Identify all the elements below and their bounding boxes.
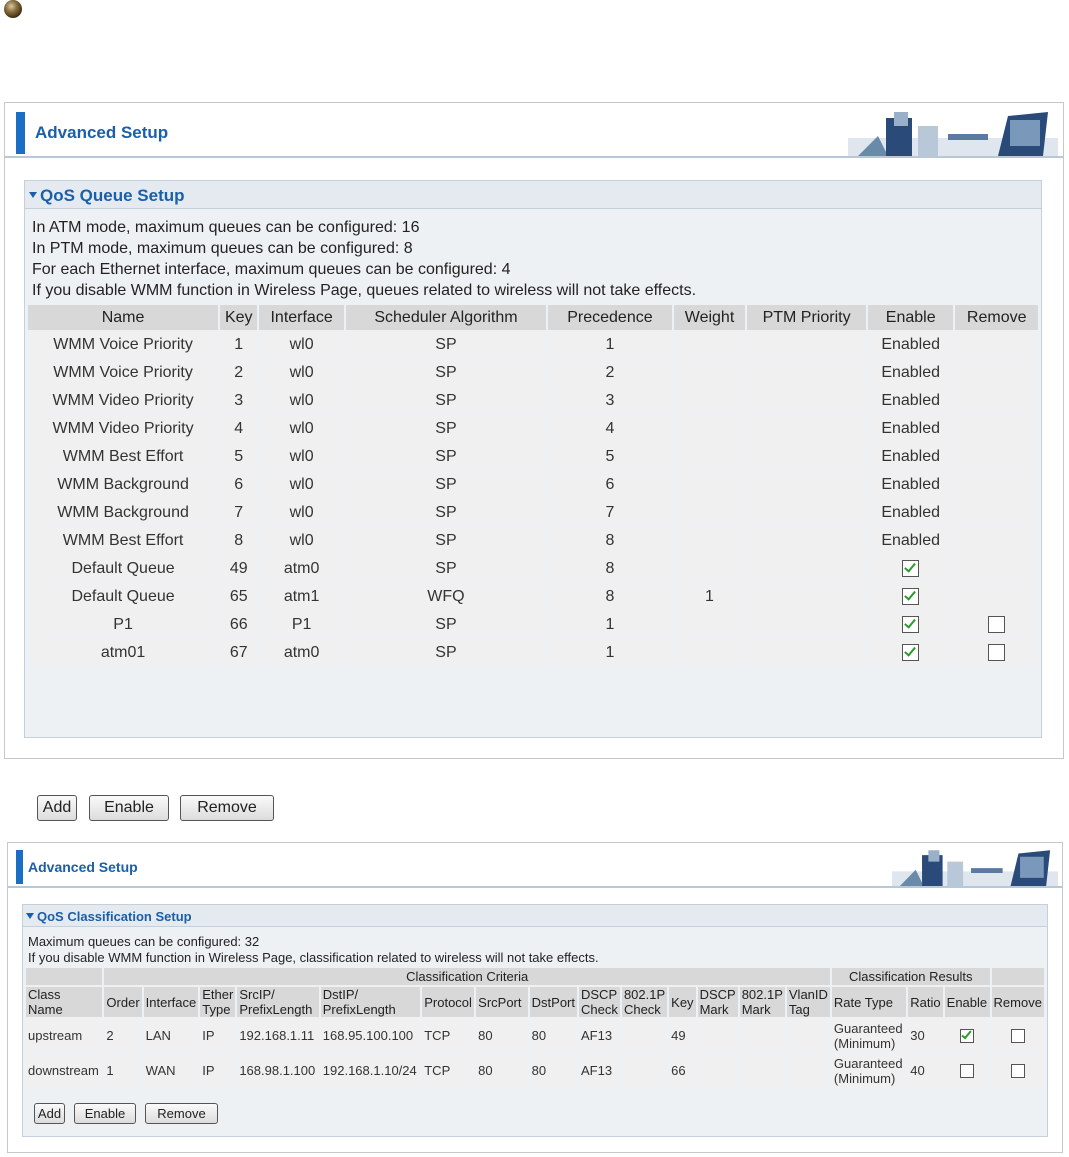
cell-key: 8 <box>220 528 257 554</box>
cell-weight <box>674 444 745 470</box>
cell-key: 3 <box>220 388 257 414</box>
cell-interface: wl0 <box>259 444 344 470</box>
remove-button[interactable]: Remove <box>145 1103 218 1124</box>
col-header <box>200 987 235 1017</box>
cell-interface: P1 <box>259 612 344 638</box>
cell-p8021-mark <box>740 1019 785 1052</box>
cell-remove <box>955 472 1038 498</box>
col-header-text: DSCP <box>699 987 736 1002</box>
cell-remove <box>955 444 1038 470</box>
remove-button[interactable]: Remove <box>180 795 274 821</box>
cell-weight <box>674 416 745 442</box>
col-header-text: VlanID <box>788 987 828 1002</box>
table-row <box>28 444 1038 470</box>
cell-ptm-priority <box>747 584 866 610</box>
qos-queue-panel <box>4 102 1064 816</box>
cell-interface: wl0 <box>259 528 344 554</box>
cell-protocol: TCP <box>422 1019 474 1052</box>
group-header-blank <box>992 968 1044 985</box>
cell-interface: LAN <box>144 1019 199 1052</box>
col-header-text: SrcIP/ <box>239 987 275 1002</box>
cell-order: 1 <box>104 1054 141 1087</box>
table-row <box>28 416 1038 442</box>
remove-checkbox[interactable] <box>1011 1064 1025 1078</box>
collapse-triangle-icon[interactable] <box>26 913 34 919</box>
cell-src-ip: 168.98.1.100 <box>237 1054 318 1087</box>
cell-dst-port: 80 <box>530 1019 577 1052</box>
cell-name: atm01 <box>28 640 218 666</box>
cell-name: WMM Background <box>28 500 218 526</box>
cell-remove <box>955 360 1038 386</box>
cell-key: 1 <box>220 332 257 358</box>
col-header-text: Remove <box>993 994 1042 1010</box>
cell-dst-ip: 168.95.100.100 <box>321 1019 420 1052</box>
header-accent-bar <box>16 850 23 884</box>
col-header <box>945 987 990 1017</box>
rate-type-text: Guaranteed <box>833 1020 903 1036</box>
enable-button[interactable]: Enable <box>89 795 169 821</box>
cell-dscp-mark <box>698 1019 738 1052</box>
cell-key: 4 <box>220 416 257 442</box>
cell-name: Default Queue <box>28 556 218 582</box>
cell-interface: atm0 <box>259 640 344 666</box>
cell-vlan-tag <box>787 1054 830 1087</box>
cell-precedence: 2 <box>548 360 672 386</box>
cell-ratio: 30 <box>908 1019 942 1052</box>
rate-type-text: Guaranteed <box>833 1055 903 1071</box>
cell-remove <box>955 556 1038 582</box>
section-title-text: QoS Queue Setup <box>40 186 185 205</box>
panel-title: Advanced Setup <box>28 859 138 875</box>
cell-remove <box>955 528 1038 554</box>
cell-precedence: 3 <box>548 388 672 414</box>
remove-checkbox[interactable] <box>988 616 1005 633</box>
rate-type-text: (Minimum) <box>833 1070 896 1086</box>
col-header-enable: Enable <box>868 305 954 330</box>
cell-scheduler: SP <box>346 640 546 666</box>
col-header-text: 802.1P <box>741 987 783 1002</box>
enable-checkbox[interactable] <box>902 560 919 577</box>
section-title[interactable] <box>29 186 185 206</box>
cell-weight <box>674 612 745 638</box>
cell-weight <box>674 528 745 554</box>
cell-class-name: downstream <box>26 1054 102 1087</box>
cell-ptm-priority <box>747 472 866 498</box>
cell-ptm-priority <box>747 556 866 582</box>
cell-weight <box>674 332 745 358</box>
col-header-text: Ratio <box>910 994 941 1010</box>
cell-enable <box>868 584 954 610</box>
group-header-results: Classification Results <box>832 968 990 985</box>
cell-remove <box>992 1054 1044 1087</box>
section-title-text: QoS Classification Setup <box>37 909 192 924</box>
col-header <box>104 987 141 1017</box>
col-header-text: Type <box>202 1002 231 1017</box>
table-row <box>28 556 1038 582</box>
remove-checkbox[interactable] <box>1011 1029 1025 1043</box>
info-line: Maximum queues can be configured: 32 <box>28 934 260 949</box>
cell-ratio: 40 <box>908 1054 942 1087</box>
col-header-text: SrcPort <box>478 994 522 1010</box>
cell-weight <box>674 360 745 386</box>
enable-checkbox[interactable] <box>960 1064 974 1078</box>
qos-queue-section <box>24 180 1042 816</box>
col-header-text: Interface <box>145 994 197 1010</box>
col-header-precedence: Precedence <box>548 305 672 330</box>
cell-key: 67 <box>220 640 257 666</box>
col-header <box>476 987 528 1017</box>
cell-rate-type <box>832 1054 906 1087</box>
cell-ptm-priority <box>747 640 866 666</box>
info-line: If you disable WMM function in Wireless Page, classification related to wireless will not take effects. <box>28 950 599 965</box>
cell-ptm-priority <box>747 388 866 414</box>
col-header-ptm-priority: PTM Priority <box>747 305 866 330</box>
col-header-scheduler: Scheduler Algorithm <box>346 305 546 330</box>
col-header-text: 802.1P <box>623 987 666 1002</box>
cell-enable: Enabled <box>868 416 954 442</box>
col-header-text: Mark <box>741 1002 771 1017</box>
header-decoration-icon <box>848 108 1058 156</box>
col-header-text: Rate Type <box>833 994 893 1010</box>
cell-precedence: 8 <box>548 556 672 582</box>
table-row <box>26 1019 1044 1052</box>
cell-weight: 1 <box>674 584 745 610</box>
cell-name: WMM Background <box>28 472 218 498</box>
cell-ether-type: IP <box>200 1019 235 1052</box>
table-row <box>28 528 1038 554</box>
cell-remove <box>955 332 1038 358</box>
cell-class-name: upstream <box>26 1019 102 1052</box>
group-header-criteria: Classification Criteria <box>104 968 830 985</box>
col-header <box>422 987 474 1017</box>
cell-enable: Enabled <box>868 360 954 386</box>
col-header-text: Enable <box>946 994 988 1010</box>
cell-enable: Enabled <box>868 528 954 554</box>
cell-remove <box>955 388 1038 414</box>
col-header <box>740 987 785 1017</box>
col-header-key: Key <box>220 305 257 330</box>
cell-enable <box>868 556 954 582</box>
enable-checkbox[interactable] <box>960 1029 974 1043</box>
cell-key: 66 <box>669 1054 695 1087</box>
cell-enable <box>945 1054 990 1087</box>
cell-name: WMM Voice Priority <box>28 360 218 386</box>
cell-scheduler: SP <box>346 556 546 582</box>
col-header <box>237 987 318 1017</box>
cell-name: WMM Video Priority <box>28 416 218 442</box>
cell-precedence: 8 <box>548 528 672 554</box>
remove-checkbox[interactable] <box>988 644 1005 661</box>
cell-precedence: 1 <box>548 332 672 358</box>
cell-scheduler: WFQ <box>346 584 546 610</box>
cell-dscp-mark <box>698 1054 738 1087</box>
cell-p8021-check <box>622 1054 667 1087</box>
cell-interface: atm0 <box>259 556 344 582</box>
cell-ptm-priority <box>747 528 866 554</box>
cell-name: WMM Best Effort <box>28 528 218 554</box>
col-header-text: Protocol <box>424 994 472 1010</box>
cell-ptm-priority <box>747 332 866 358</box>
cell-scheduler: SP <box>346 332 546 358</box>
cell-dscp-check: AF13 <box>579 1054 620 1087</box>
cell-name: WMM Voice Priority <box>28 332 218 358</box>
col-header-interface: Interface <box>259 305 344 330</box>
cell-remove <box>955 500 1038 526</box>
enable-checkbox[interactable] <box>902 644 919 661</box>
cell-precedence: 5 <box>548 444 672 470</box>
cell-ptm-priority <box>747 360 866 386</box>
cell-name: WMM Best Effort <box>28 444 218 470</box>
col-header-text: PrefixLength <box>322 1002 396 1017</box>
cell-remove <box>955 640 1038 666</box>
cell-vlan-tag <box>787 1019 830 1052</box>
col-header-text: Check <box>581 1002 618 1017</box>
table-header-row <box>28 305 1038 330</box>
group-header-row <box>26 968 1044 985</box>
table-row <box>28 472 1038 498</box>
cell-interface: wl0 <box>259 500 344 526</box>
col-header-remove: Remove <box>955 305 1038 330</box>
cell-precedence: 7 <box>548 500 672 526</box>
cell-name: Default Queue <box>28 584 218 610</box>
add-button[interactable]: Add <box>37 795 77 821</box>
col-header <box>321 987 420 1017</box>
table-row <box>28 584 1038 610</box>
enable-checkbox[interactable] <box>902 588 919 605</box>
cell-ether-type: IP <box>200 1054 235 1087</box>
section-title[interactable] <box>26 909 192 924</box>
rate-type-text: (Minimum) <box>833 1035 896 1051</box>
cell-remove <box>992 1019 1044 1052</box>
cell-key: 66 <box>220 612 257 638</box>
col-header <box>530 987 577 1017</box>
col-header-text: Order <box>106 994 140 1010</box>
cell-enable: Enabled <box>868 388 954 414</box>
table-row <box>28 388 1038 414</box>
cell-interface: atm1 <box>259 584 344 610</box>
enable-checkbox[interactable] <box>902 616 919 633</box>
cell-enable <box>868 640 954 666</box>
cell-dst-port: 80 <box>530 1054 577 1087</box>
cell-interface: wl0 <box>259 388 344 414</box>
col-header <box>144 987 199 1017</box>
cell-scheduler: SP <box>346 528 546 554</box>
table-row <box>26 1054 1044 1087</box>
cell-key: 6 <box>220 472 257 498</box>
cell-precedence: 1 <box>548 612 672 638</box>
col-header <box>579 987 620 1017</box>
cell-ptm-priority <box>747 444 866 470</box>
info-line: If you disable WMM function in Wireless Page, queues related to wireless will not take effects. <box>32 282 697 299</box>
cell-precedence: 8 <box>548 584 672 610</box>
add-button[interactable]: Add <box>34 1103 65 1124</box>
col-header-text: DstPort <box>531 994 575 1010</box>
col-header-text: Mark <box>699 1002 729 1017</box>
cell-interface: WAN <box>144 1054 199 1087</box>
cell-src-port: 80 <box>476 1019 528 1052</box>
cell-weight <box>674 472 745 498</box>
col-header-text: PrefixLength <box>239 1002 313 1017</box>
cell-scheduler: SP <box>346 472 546 498</box>
cell-enable <box>945 1019 990 1052</box>
col-header-text: DstIP/ <box>322 987 359 1002</box>
cell-scheduler: SP <box>346 444 546 470</box>
table-header-row <box>26 987 1044 1017</box>
col-header <box>787 987 830 1017</box>
cell-scheduler: SP <box>346 612 546 638</box>
cell-interface: wl0 <box>259 416 344 442</box>
col-header-text: Key <box>671 994 694 1010</box>
cell-rate-type <box>832 1019 906 1052</box>
cell-order: 2 <box>104 1019 141 1052</box>
col-header-text: DSCP <box>581 987 618 1002</box>
info-line: In PTM mode, maximum queues can be configured: 8 <box>32 240 413 257</box>
cell-interface: wl0 <box>259 360 344 386</box>
header-accent-bar <box>16 112 25 154</box>
cell-name: WMM Video Priority <box>28 388 218 414</box>
cell-remove <box>955 584 1038 610</box>
cell-enable: Enabled <box>868 472 954 498</box>
cell-weight <box>674 640 745 666</box>
qos-classification-panel <box>7 842 1063 1153</box>
cell-precedence: 4 <box>548 416 672 442</box>
col-header-text: Class <box>28 987 61 1002</box>
cell-key: 5 <box>220 444 257 470</box>
cell-scheduler: SP <box>346 500 546 526</box>
col-header <box>832 987 906 1017</box>
qos-classification-table <box>24 966 1046 1089</box>
col-header-text: Tag <box>788 1002 810 1017</box>
cell-ptm-priority <box>747 612 866 638</box>
cell-weight <box>674 388 745 414</box>
col-header-name: Name <box>28 305 218 330</box>
cell-key: 2 <box>220 360 257 386</box>
cell-scheduler: SP <box>346 388 546 414</box>
enable-button[interactable]: Enable <box>74 1103 136 1124</box>
cell-p8021-check <box>622 1019 667 1052</box>
cell-protocol: TCP <box>422 1054 474 1087</box>
cell-name: P1 <box>28 612 218 638</box>
cell-key: 7 <box>220 500 257 526</box>
table-row <box>28 612 1038 638</box>
cell-interface: wl0 <box>259 472 344 498</box>
cell-remove <box>955 416 1038 442</box>
cell-enable <box>868 612 954 638</box>
collapse-triangle-icon[interactable] <box>29 192 37 198</box>
cell-dst-ip: 192.168.1.10/24 <box>321 1054 420 1087</box>
cell-remove <box>955 612 1038 638</box>
cell-ptm-priority <box>747 500 866 526</box>
col-header-text: Name <box>28 1002 63 1017</box>
cell-enable: Enabled <box>868 500 954 526</box>
info-line: In ATM mode, maximum queues can be configured: 16 <box>32 219 420 236</box>
table-row <box>28 500 1038 526</box>
cell-key: 65 <box>220 584 257 610</box>
cell-dscp-check: AF13 <box>579 1019 620 1052</box>
col-header-weight: Weight <box>674 305 745 330</box>
cell-enable: Enabled <box>868 444 954 470</box>
cell-src-port: 80 <box>476 1054 528 1087</box>
cell-src-ip: 192.168.1.11 <box>237 1019 318 1052</box>
cell-p8021-mark <box>740 1054 785 1087</box>
header-decoration-icon <box>892 847 1058 886</box>
cell-weight <box>674 556 745 582</box>
cell-key: 49 <box>220 556 257 582</box>
col-header <box>669 987 695 1017</box>
table-row <box>28 360 1038 386</box>
col-header <box>992 987 1044 1017</box>
group-header-blank <box>26 968 102 985</box>
info-line: For each Ethernet interface, maximum queues can be configured: 4 <box>32 261 511 278</box>
cell-weight <box>674 500 745 526</box>
cell-ptm-priority <box>747 416 866 442</box>
table-row <box>28 640 1038 666</box>
cell-interface: wl0 <box>259 332 344 358</box>
cell-scheduler: SP <box>346 416 546 442</box>
col-header <box>698 987 738 1017</box>
panel-title: Advanced Setup <box>35 123 169 142</box>
qos-classification-section <box>22 904 1048 1137</box>
cell-precedence: 1 <box>548 640 672 666</box>
bullet-icon <box>4 0 22 18</box>
cell-enable: Enabled <box>868 332 954 358</box>
col-header <box>908 987 942 1017</box>
col-header-text: Check <box>623 1002 661 1017</box>
cell-scheduler: SP <box>346 360 546 386</box>
qos-queue-table <box>26 303 1040 668</box>
col-header-text: Ether <box>202 987 234 1002</box>
col-header <box>622 987 667 1017</box>
table-row <box>28 332 1038 358</box>
col-header <box>26 987 102 1017</box>
cell-key: 49 <box>669 1019 695 1052</box>
cell-precedence: 6 <box>548 472 672 498</box>
